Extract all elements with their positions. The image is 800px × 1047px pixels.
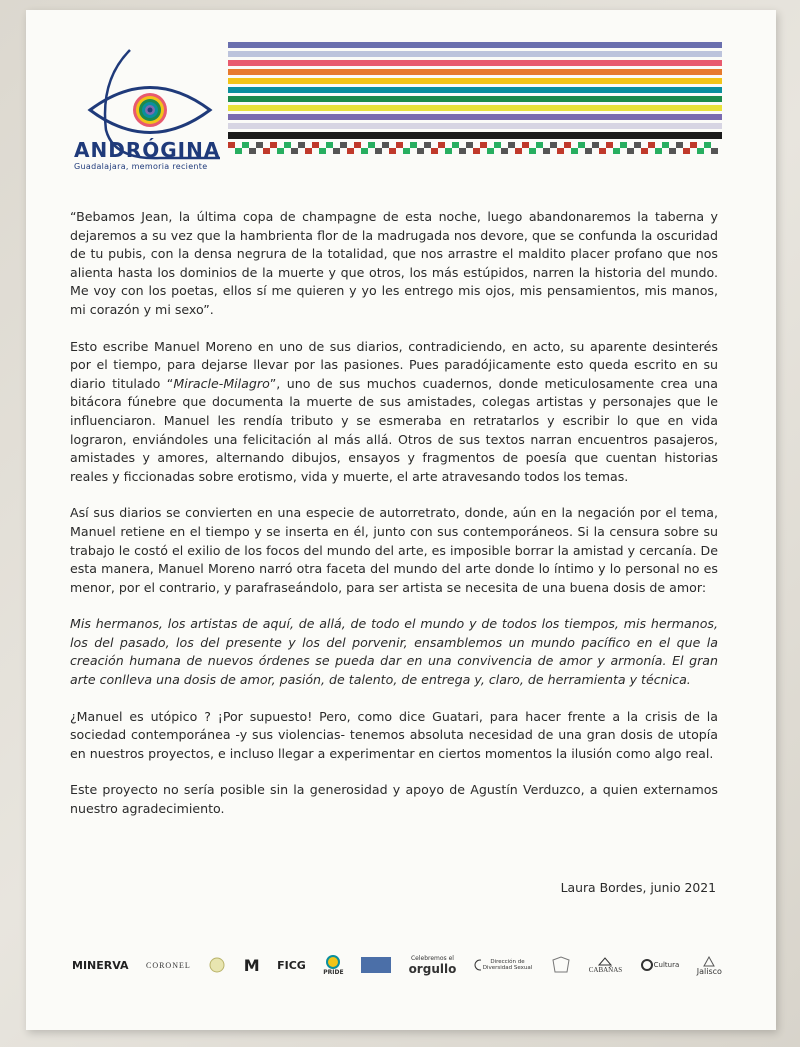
ficg-logo: FICG xyxy=(277,958,306,972)
rainbow-stripes xyxy=(228,42,722,154)
color-stripe xyxy=(228,105,722,111)
checker-pattern xyxy=(228,142,722,154)
color-stripe xyxy=(228,96,722,102)
cultura-logo: Cultura xyxy=(640,958,680,972)
diversidad-sexual-logo: Dirección de Diversidad Sexual xyxy=(474,959,534,971)
circle-emblem-icon xyxy=(208,956,226,974)
paragraph-3: Así sus diarios se convierten en una especie de autorretrato, donde, aún en la negación por el tema, Manuel retiene en el tiempo y se inserta en él, junto con sus contemporáneos. Si la censura sobre su trabajo le costó el exilio de los focos del mundo del arte, es imposible borrar la amistad y cercanía. De esta manera, Manuel Moreno narró otra faceta del mundo del arte donde lo íntimo y lo personal no es menor, por el contrario, y parafraseándolo, para ser artista se necesita de una buena dosis de amor: xyxy=(70,505,718,595)
document-sheet xyxy=(26,10,776,1030)
color-stripe xyxy=(228,60,722,66)
quote-paragraph: Mis hermanos, los artistas de aquí, de allá, de todo el mundo y de todos los tiempos, mis hermanos, los del pasado, los del presente y los del porvenir, ensamblemos un mundo pacífico en el que la creación humana de nuevos órdenes se pueda dar en una convivencia de amor y armonía. El gran arte conlleva una dosis de amor, pasión, de talento, de entrega y, claro, de herramienta y técnica. xyxy=(70,616,718,688)
jalisco-logo: Jalisco xyxy=(697,955,722,976)
paragraph-2: Esto escribe Manuel Moreno en uno de sus diarios, contradiciendo, en acto, su aparente desinterés por el tiempo, para dejarse llevar por las pasiones. Pues paradójicamente esto queda escrito en su diario titulado “Miracle-Milagro”, uno de sus muchos cuadernos, donde meticulosamente crea una bitácora fúnebre que documenta la muerte de sus amistades, colegas artistas y personajes que le influenciaron. Manuel les rendía tributo y se esmeraba en retratarlos y escribir lo que en vida lograron, enviándoles una felicitación al más allá. Otros de sus textos narran encuentros pasajeros, amistades y amores, alternando dibujos, ensayos y fragmentos de poesía que cuentan historias reales y ficcionadas sobre erotismo, vida y muerte, el arte atravesando todos los temas. xyxy=(70,338,718,484)
color-stripe xyxy=(228,87,722,93)
pride-logo: PRIDE xyxy=(323,955,343,976)
cabanas-logo: CABAÑAS xyxy=(589,956,622,974)
sponsor-logos-row xyxy=(72,945,722,985)
blue-box-logo xyxy=(361,957,391,973)
color-stripe xyxy=(228,123,722,129)
color-stripe xyxy=(228,42,722,48)
crest-icon xyxy=(551,956,571,974)
color-stripe xyxy=(228,51,722,57)
paragraph-5: ¿Manuel es utópico ? ¡Por supuesto! Pero, como dice Guatari, para hacer frente a la crisis de la sociedad contemporánea -y sus violencias- tenemos absoluta necesidad de una gran dosis de utopía en nuestros proyectos, e incluso llegar a experimentar en ciertos momentos la ilusión como algo real. xyxy=(70,708,718,761)
color-stripe xyxy=(228,132,722,139)
color-stripe xyxy=(228,78,722,84)
signature: Laura Bordes, junio 2021 xyxy=(560,880,716,895)
color-stripe xyxy=(228,114,722,120)
logo-subtitle: Guadalajara, memoria reciente xyxy=(74,162,208,171)
minerva-logo: MINERVA xyxy=(72,958,129,972)
orgullo-logo: Celebremos el orgullo xyxy=(408,954,457,976)
coronel-logo: CORONEL xyxy=(145,960,191,970)
diary-title: Miracle-Milagro xyxy=(173,375,270,391)
color-stripe xyxy=(228,69,722,75)
paragraph-1: “Bebamos Jean, la última copa de champagne de esta noche, luego abandonaremos la taberna y dejaremos a su vez que la hambrienta flor de la madrugada nos devore, que se confunda la oscuridad de tu pubis, con la densa negrura de la totalidad, que nos arrastre el maldito placer profano que nos alienta hasta los dominios de la muerte y que otros, los más estúpidos, narren la historia del mundo. Me voy con los poetas, ellos sí me quieren y yo les entrego mis ojos, mis pensamientos, mis manos, mi corazón y mi sexo”. xyxy=(70,209,718,317)
paragraph-6: Este proyecto no sería posible sin la generosidad y apoyo de Agustín Verduzco, a quien externamos nuestro agradecimiento. xyxy=(70,782,718,817)
logo-wordmark: ANDRÓGINA xyxy=(74,138,221,162)
essay-body xyxy=(70,208,718,837)
m-logo: M xyxy=(243,955,260,975)
